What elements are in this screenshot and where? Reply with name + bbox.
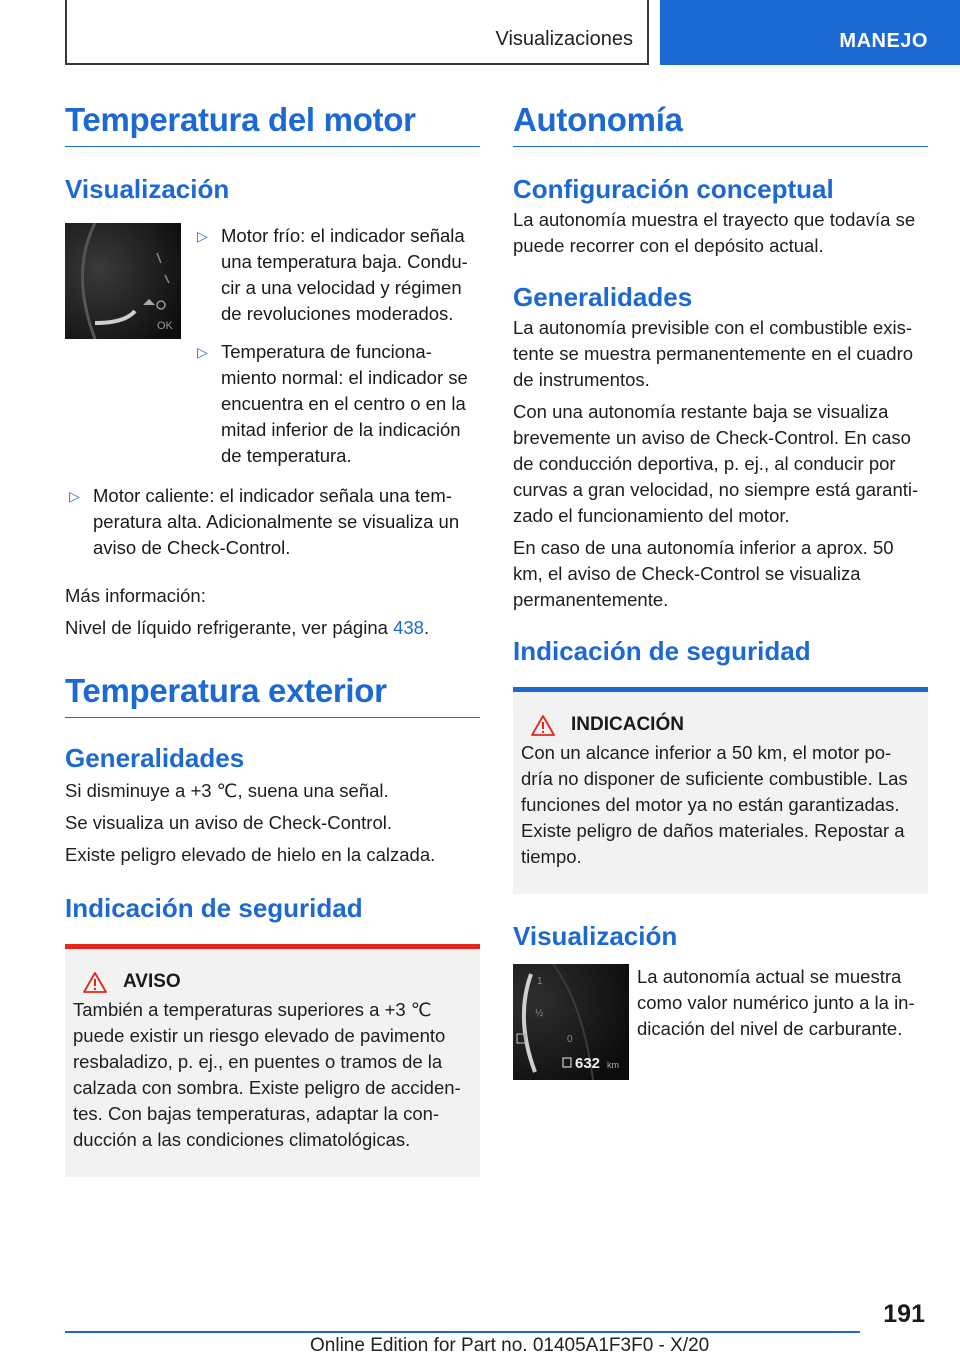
range-display-block: [513, 964, 928, 1080]
fuel-gauge-graphic: [513, 964, 629, 1080]
outside-general-p1: Si disminuye a +3 ℃, suena una señal.: [65, 780, 389, 801]
fuel-range-unit: km: [607, 1060, 619, 1070]
notice-triangle-icon: [531, 715, 555, 736]
outside-temp-title: Temperatura exterior: [65, 671, 480, 718]
fuel-range-value: 632: [575, 1055, 601, 1072]
concept-heading: Configuración conceptual: [513, 174, 834, 204]
range-safety-heading: Indicación de seguridad: [513, 636, 811, 666]
side-bullet-list: [193, 223, 480, 469]
range-display-text-wrap: [637, 964, 928, 1042]
outside-general-p3: Existe peligro elevado de hielo en la calzada.: [65, 844, 436, 865]
warning-label: AVISO: [123, 971, 181, 992]
warning-triangle-icon: [83, 972, 107, 993]
coolant-page-link[interactable]: 438: [393, 617, 424, 638]
coolant-reference-text: Nivel de líquido refrigerante, ver página: [65, 617, 388, 638]
left-column: [65, 100, 480, 1177]
bullet-hot-engine: [65, 483, 480, 561]
more-info-label: Más información:: [65, 585, 206, 606]
concept-paragraph: La autonomía muestra el trayecto que todavía se puede recorrer con el depósito actual.: [513, 209, 916, 256]
engine-display-block: [65, 223, 480, 469]
range-general-p1: La autonomía previsible con el combustible exis-tente se muestra permanentemente en el cuadro de instrumentos.: [513, 317, 914, 390]
engine-display-heading: Visualización: [65, 174, 230, 204]
right-column: [513, 100, 928, 1080]
outside-general-heading: Generalidades: [65, 743, 245, 773]
header-section-box: [65, 0, 649, 65]
range-title: Autonomía: [513, 100, 928, 147]
page-number: 191: [883, 1300, 925, 1328]
fuel-tick-empty: 0: [567, 1034, 573, 1045]
outside-general-p2: Se visualiza un aviso de Check-Control.: [65, 812, 392, 833]
coolant-gauge-image: [65, 223, 181, 339]
range-display-paragraph: La autonomía actual se muestra como valor numérico junto a la in-dicación del nivel de carburante.: [637, 966, 915, 1039]
fuel-tick-half: ½: [535, 1008, 544, 1019]
notice-text: Con un alcance inferior a 50 km, el motor po-dría no disponer de suficiente combustible. Las funciones del motor ya no están garantizadas. Existe peligro de daños materiales. Repostar a tiempo.: [521, 742, 908, 867]
fuel-gauge-image: [513, 964, 629, 1080]
footer-rule: [65, 1331, 860, 1333]
range-general-heading: Generalidades: [513, 282, 693, 312]
notice-label: INDICACIÓN: [571, 714, 684, 735]
warning-text: También a temperaturas superiores a +3 ℃ puede existir un riesgo elevado de pavimento resbaladizo, p. ej., en puentes o tramos de la calzada con sombra. Existe peligro de acciden-tes. Con bajas temperaturas, adaptar la con-ducción a las condiciones climatológicas.: [73, 999, 461, 1150]
range-general-p3: En caso de una autonomía inferior a aprox. 50 km, el aviso de Check-Control se visualiza permanentemente.: [513, 537, 894, 610]
range-display-heading: Visualización: [513, 921, 678, 951]
coolant-gauge-graphic: [65, 223, 181, 339]
header-section-title: Visualizaciones: [495, 28, 633, 50]
bullet-cold-engine: [193, 223, 480, 327]
header-chapter-tab: [660, 0, 960, 65]
bullet-normal-temp: [193, 339, 480, 469]
outside-safety-heading: Indicación de seguridad: [65, 893, 363, 923]
warning-title-row: [73, 971, 472, 993]
footer-edition: Online Edition for Part no. 01405A1F3F0 - X/20: [310, 1335, 710, 1356]
bullet-normal-temp-text: Temperatura de funciona-miento normal: el indicador se encuentra en el centro o en la mitad inferior de la indicación de temperatura.: [221, 341, 468, 466]
bullet-cold-engine-text: Motor frío: el indicador señala una temperatura baja. Condu-cir a una velocidad y régimen de revoluciones moderados.: [221, 225, 468, 324]
range-general-p2: Con una autonomía restante baja se visualiza brevemente un aviso de Check-Control. En caso de conducción deportiva, p. ej., al conducir por curvas a gran velocidad, no siempre está garanti-zado el funcionamiento del motor.: [513, 401, 919, 526]
engine-temp-title: Temperatura del motor: [65, 100, 480, 147]
bullet-arrow-icon: ▷: [197, 228, 208, 244]
notice-title-row: [521, 714, 920, 736]
bullet-arrow-icon: ▷: [69, 488, 80, 504]
fuel-tick-full: 1: [537, 976, 543, 987]
coolant-reference: Nivel de líquido refrigerante, ver página 438.: [65, 617, 430, 638]
gauge-ok-label: OK: [157, 320, 173, 332]
bullet-hot-engine-text: Motor caliente: el indicador señala una tem-peratura alta. Adicionalmente se visualiza un aviso de Check-Control.: [93, 485, 460, 558]
warning-box: [65, 944, 480, 1177]
header-chapter-label: MANEJO: [839, 30, 928, 52]
notice-box: [513, 687, 928, 894]
bullet-arrow-icon: ▷: [197, 344, 208, 360]
